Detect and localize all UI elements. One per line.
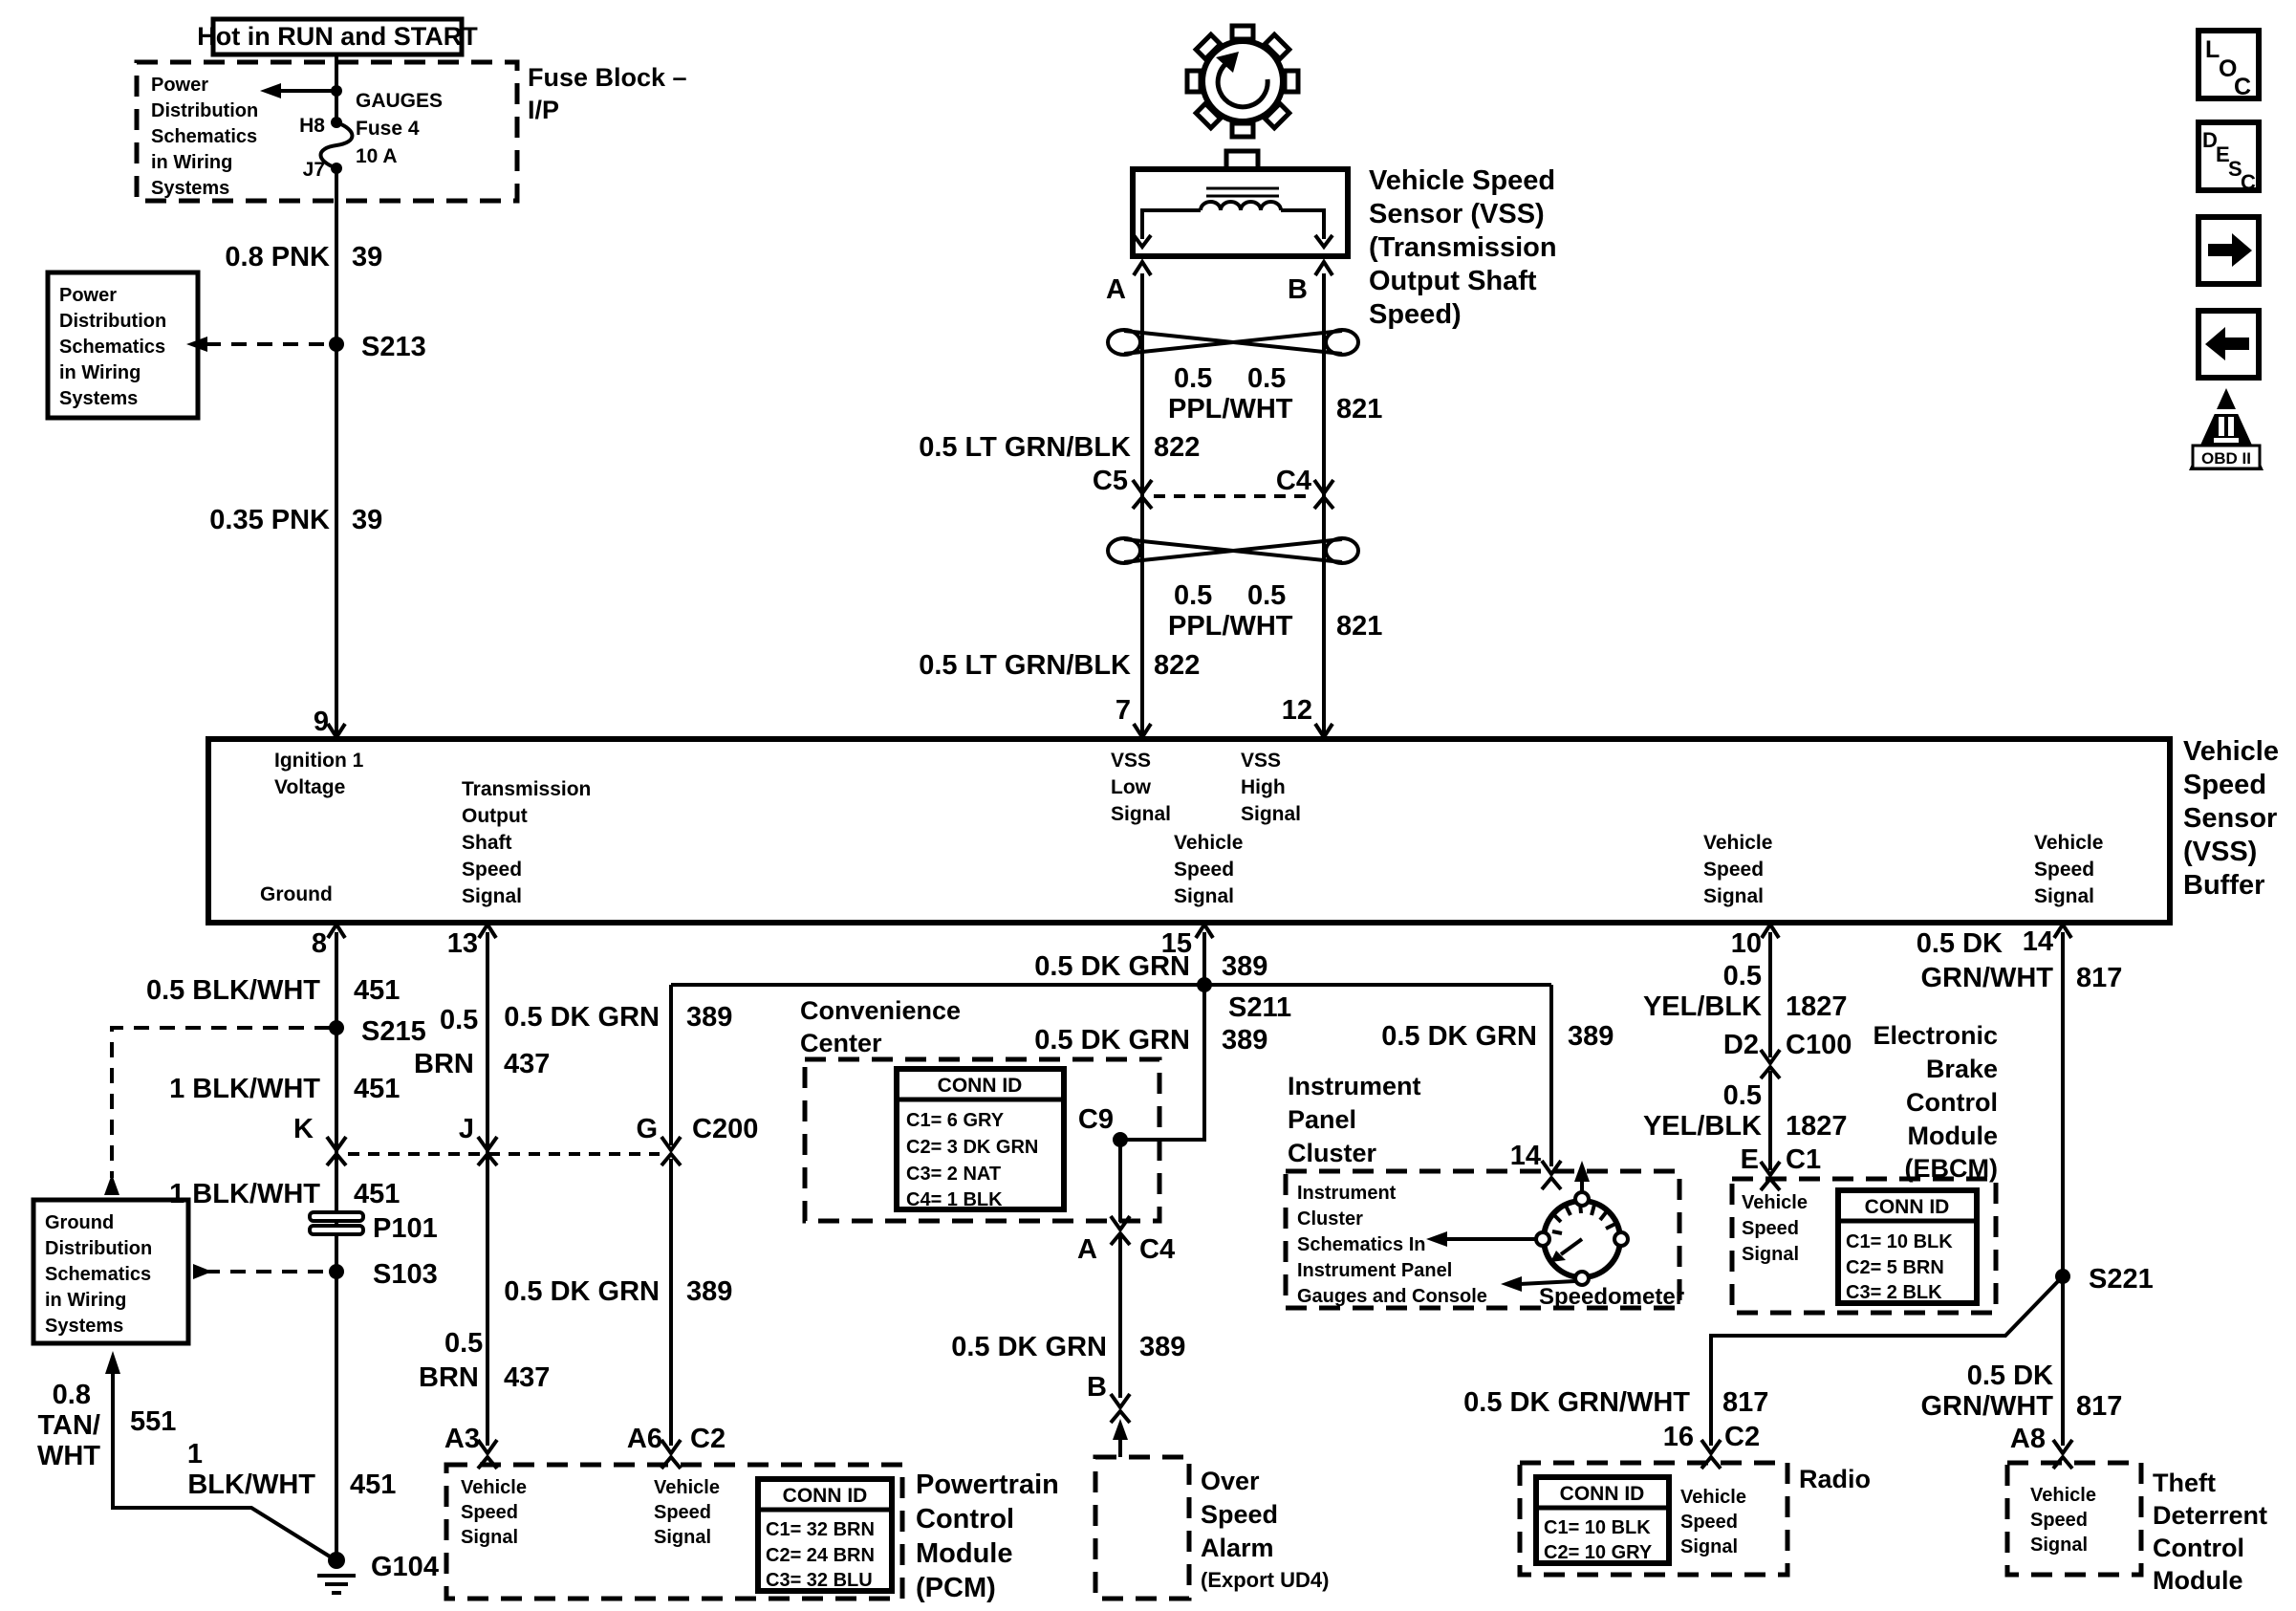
connector-c4: C4	[1139, 1234, 1176, 1265]
splice-s103-dot	[329, 1264, 344, 1279]
svg-text:Distribution: Distribution	[59, 311, 167, 332]
svg-text:VSS: VSS	[1241, 750, 1282, 772]
circuit-number: 822	[1154, 432, 1201, 463]
reluctor-gear-icon	[1187, 26, 1298, 137]
circuit-number: 817	[2076, 1391, 2123, 1422]
svg-text:Theft: Theft	[2153, 1469, 2216, 1497]
svg-text:in Wiring: in Wiring	[59, 362, 141, 383]
circuit-number: 822	[1154, 650, 1201, 681]
svg-text:C2= 24 BRN: C2= 24 BRN	[766, 1545, 875, 1566]
svg-text:Low: Low	[1111, 776, 1151, 798]
conn-id-header: CONN ID	[782, 1485, 868, 1507]
left-arrow-icon	[2205, 327, 2249, 360]
left-arrow-icon	[260, 83, 281, 98]
ipc-note	[1297, 1183, 1487, 1307]
conv-title-2: Center	[800, 1029, 882, 1057]
desc-letter-e: E	[2216, 142, 2230, 166]
connector-d2: D2	[1722, 1030, 1759, 1060]
svg-text:Vehicle: Vehicle	[1703, 832, 1773, 854]
pcm-conn-id-table	[758, 1479, 892, 1591]
obd2-badge	[2189, 388, 2264, 470]
svg-text:Schematics: Schematics	[45, 1264, 152, 1285]
splice-s213: S213	[361, 332, 426, 362]
splice-s221: S221	[2089, 1264, 2154, 1295]
svg-text:Speed): Speed)	[1369, 299, 1462, 330]
splice-s211: S211	[1228, 992, 1292, 1023]
right-arrow-icon	[193, 1264, 212, 1279]
circuit-number: 39	[352, 242, 383, 272]
svg-text:Signal: Signal	[2034, 885, 2095, 907]
conn-id-header: CONN ID	[937, 1075, 1023, 1097]
svg-text:in Wiring: in Wiring	[45, 1290, 127, 1311]
circuit-number: 817	[2076, 963, 2123, 993]
circuit-number: 451	[354, 1179, 401, 1209]
fuse-block-ref-text	[151, 75, 258, 199]
svg-text:Speed: Speed	[461, 1502, 519, 1523]
svg-text:C2= 5 BRN: C2= 5 BRN	[1846, 1257, 1944, 1278]
svg-text:Signal: Signal	[654, 1527, 712, 1548]
svg-text:Control: Control	[1906, 1088, 1998, 1117]
svg-text:Alarm: Alarm	[1201, 1534, 1274, 1562]
svg-text:Cluster: Cluster	[1288, 1139, 1377, 1167]
svg-text:Module: Module	[2153, 1566, 2243, 1595]
wire-size: 0.5	[1722, 1080, 1762, 1111]
radio-conn-id-table	[1536, 1477, 1669, 1563]
conv-title-1: Convenience	[800, 996, 962, 1025]
up-arrow-icon	[104, 1174, 119, 1195]
svg-text:(Transmission: (Transmission	[1369, 232, 1557, 263]
svg-text:Schematics In: Schematics In	[1297, 1234, 1426, 1255]
circuit-number: 551	[130, 1406, 177, 1437]
desc-letter-c: C	[2241, 170, 2256, 194]
svg-text:Shaft: Shaft	[462, 832, 512, 854]
svg-text:(PCM): (PCM)	[916, 1573, 996, 1603]
buffer-ign-label-1: Ignition 1	[274, 750, 364, 772]
circuit-number: 821	[1336, 394, 1383, 425]
ebcm-conn-id-table	[1838, 1190, 1977, 1303]
wire-label: 0.5 DK GRN	[1034, 1025, 1190, 1056]
circuit-number: 451	[354, 975, 401, 1006]
svg-text:Signal: Signal	[1680, 1536, 1739, 1557]
svg-text:Gauges and Console: Gauges and Console	[1297, 1286, 1487, 1307]
prev-page-button[interactable]	[2199, 311, 2259, 378]
svg-text:Speed: Speed	[1201, 1500, 1279, 1529]
grommet-p101: P101	[373, 1213, 438, 1244]
svg-text:Control: Control	[916, 1504, 1015, 1535]
fuse-name: GAUGES	[356, 90, 444, 112]
pcm-signal-label-a6	[654, 1477, 720, 1548]
svg-text:in Wiring: in Wiring	[151, 152, 233, 173]
theft-title	[2153, 1469, 2267, 1595]
svg-text:Brake: Brake	[1925, 1055, 1998, 1083]
svg-text:Distribution: Distribution	[151, 100, 259, 121]
buffer-veh-sig-10-label	[1703, 832, 1772, 907]
svg-text:C3= 32 BLU: C3= 32 BLU	[766, 1570, 873, 1591]
wire-color: PPL/WHT	[1168, 394, 1293, 425]
svg-text:Instrument: Instrument	[1297, 1183, 1397, 1204]
buffer-veh-sig-14-label	[2034, 832, 2103, 907]
buffer-pin-7: 7	[1115, 695, 1131, 726]
conv-branch-wire	[1120, 985, 1204, 1140]
connector-a6: A6	[626, 1424, 662, 1454]
circuit-number: 451	[354, 1074, 401, 1104]
connector-k: K	[293, 1114, 314, 1144]
svg-text:Signal: Signal	[2030, 1535, 2089, 1556]
twisted-pair-icon	[1108, 330, 1358, 355]
wire-size: 0.5	[1174, 363, 1213, 394]
svg-text:High: High	[1241, 776, 1286, 798]
vss-sensor-title	[1369, 165, 1557, 330]
connector-c200: C200	[692, 1114, 759, 1144]
wire-label: 0.5 DK GRN	[504, 1276, 660, 1307]
wire-label: 0.5 DK GRN	[1034, 951, 1190, 982]
svg-text:C4= 1 BLK: C4= 1 BLK	[906, 1189, 1003, 1210]
svg-text:(EBCM): (EBCM)	[1904, 1154, 1998, 1183]
hot-banner-label: Hot in RUN and START	[197, 22, 478, 51]
buffer-vss-high-label	[1241, 750, 1301, 825]
speedometer-label: Speedometer	[1539, 1284, 1685, 1310]
svg-text:Cluster: Cluster	[1297, 1208, 1363, 1230]
fuse-element-icon	[321, 122, 353, 168]
svg-text:Systems: Systems	[151, 178, 230, 199]
ground-symbol-icon	[317, 1576, 356, 1593]
fuse-number: Fuse 4	[356, 118, 420, 140]
wire-label: 1 BLK/WHT	[169, 1074, 320, 1104]
wire-label: 0.8 PNK	[225, 242, 330, 272]
splice-s213-dot	[329, 337, 344, 352]
svg-text:(Export UD4): (Export UD4)	[1201, 1568, 1330, 1592]
ipc-title	[1288, 1072, 1421, 1167]
buffer-pin-10: 10	[1730, 928, 1762, 959]
svg-text:Vehicle: Vehicle	[1742, 1192, 1808, 1213]
connector-b: B	[1087, 1372, 1107, 1403]
wire-size-1: 0.5 DK	[1916, 928, 2003, 959]
svg-text:Signal: Signal	[1703, 885, 1765, 907]
svg-text:Over: Over	[1201, 1467, 1260, 1495]
buffer-pin-15: 15	[1160, 928, 1192, 959]
vss-sensor-box	[1133, 169, 1348, 256]
svg-text:Speed: Speed	[1680, 1512, 1739, 1533]
circuit-number: 39	[352, 505, 383, 535]
twisted-pair-icon	[1108, 538, 1358, 563]
circuit-number: 389	[686, 1002, 733, 1033]
svg-text:Vehicle: Vehicle	[2030, 1485, 2096, 1506]
svg-text:C3= 2 BLK: C3= 2 BLK	[1846, 1282, 1942, 1303]
ground-dist-ref-text	[45, 1212, 152, 1337]
svg-text:Systems: Systems	[59, 388, 139, 409]
radio-pin-16: 16	[1662, 1422, 1694, 1452]
radio-title: Radio	[1799, 1465, 1872, 1493]
svg-text:Electronic: Electronic	[1873, 1021, 1998, 1050]
wire-size: 0.5	[1247, 580, 1287, 611]
wire-color: YEL/BLK	[1642, 991, 1762, 1022]
wire-color-1: TAN/	[37, 1410, 100, 1441]
loc-letter-c: C	[2234, 74, 2252, 100]
svg-text:Panel: Panel	[1288, 1105, 1357, 1134]
svg-text:Sensor (VSS): Sensor (VSS)	[1369, 199, 1545, 229]
wire-color: BRN	[419, 1362, 479, 1393]
svg-text:Speed: Speed	[2183, 770, 2267, 800]
fuse-terminal-j7: J7	[302, 159, 325, 181]
pcm-title	[916, 1469, 1059, 1603]
svg-text:C1= 10 BLK: C1= 10 BLK	[1846, 1231, 1953, 1252]
conn-id-header: CONN ID	[1559, 1483, 1645, 1505]
svg-text:Vehicle: Vehicle	[461, 1477, 527, 1498]
svg-text:Ground: Ground	[45, 1212, 115, 1233]
connector-c2: C2	[690, 1424, 726, 1454]
svg-text:C1= 32 BRN: C1= 32 BRN	[766, 1519, 875, 1540]
connector-a: A	[1077, 1234, 1097, 1265]
coil-icon	[1134, 188, 1332, 247]
svg-text:Signal: Signal	[1742, 1244, 1800, 1265]
svg-text:Distribution: Distribution	[45, 1238, 153, 1259]
terminal-b: B	[1288, 274, 1308, 305]
svg-text:Speed: Speed	[1742, 1218, 1800, 1239]
wire-color: BLK/WHT	[187, 1469, 315, 1500]
svg-text:Module: Module	[1907, 1121, 1998, 1150]
wire-color-2: WHT	[36, 1441, 100, 1471]
speedometer-icon	[1536, 1192, 1628, 1285]
circuit-number: 1827	[1786, 1111, 1848, 1142]
svg-text:Speed: Speed	[1174, 859, 1235, 881]
buffer-pin-12: 12	[1281, 695, 1312, 726]
svg-text:Systems: Systems	[45, 1316, 124, 1337]
desc-letter-d: D	[2202, 128, 2218, 152]
wire-label: 0.5 BLK/WHT	[145, 975, 320, 1006]
left-arrow-icon	[1501, 1276, 1522, 1292]
svg-text:Deterrent: Deterrent	[2153, 1501, 2268, 1530]
circuit-number: 389	[686, 1276, 733, 1307]
svg-text:Instrument Panel: Instrument Panel	[1297, 1260, 1453, 1281]
right-arrow-icon	[2208, 233, 2252, 267]
svg-text:Vehicle Speed: Vehicle Speed	[1369, 165, 1556, 196]
pin-connector-icon	[1315, 262, 1332, 275]
buffer-ign-label-2: Voltage	[274, 776, 346, 798]
svg-text:Vehicle: Vehicle	[1174, 832, 1244, 854]
svg-text:C2= 10 GRY: C2= 10 GRY	[1544, 1542, 1653, 1563]
svg-text:Power: Power	[151, 75, 209, 96]
inline-connector-icon	[1111, 1394, 1130, 1423]
circuit-number: 389	[1222, 951, 1268, 982]
circuit-number: 389	[1222, 1025, 1268, 1056]
svg-text:Vehicle: Vehicle	[2034, 832, 2104, 854]
wire-size-2: GRN/WHT	[1920, 963, 2053, 993]
svg-text:Signal: Signal	[461, 1527, 519, 1548]
wire-label: 0.5 DK GRN	[1381, 1021, 1537, 1052]
desc-letter-s: S	[2228, 157, 2242, 181]
svg-text:Vehicle: Vehicle	[1680, 1487, 1746, 1508]
svg-text:Schematics: Schematics	[151, 126, 258, 147]
wire-size: 0.5	[444, 1328, 484, 1359]
next-page-button[interactable]	[2199, 217, 2259, 284]
buffer-pin-14: 14	[2022, 926, 2053, 957]
junction-dot	[331, 85, 342, 97]
up-arrow-icon	[105, 1351, 120, 1374]
circuit-number: 389	[1568, 1021, 1614, 1052]
svg-text:Speed: Speed	[654, 1502, 712, 1523]
over-speed-title	[1201, 1467, 1329, 1592]
wire-label: 0.5 DK GRN/WHT	[1463, 1387, 1690, 1418]
wire-size-1: 0.5 DK	[1966, 1361, 2053, 1391]
wire-color: BRN	[414, 1049, 474, 1079]
circuit-number: 437	[504, 1362, 551, 1393]
ground-g104-dot	[328, 1552, 345, 1569]
wire-label: 0.35 PNK	[209, 505, 330, 535]
obd2-label: OBD II	[2201, 449, 2251, 468]
fuse-block-title-2: I/P	[528, 96, 560, 124]
connector-a8: A8	[2009, 1424, 2046, 1454]
wire-size: 0.8	[52, 1380, 91, 1410]
svg-text:Output Shaft: Output Shaft	[1369, 266, 1537, 296]
svg-text:C3= 2 NAT: C3= 2 NAT	[906, 1164, 1002, 1185]
ground-g104: G104	[371, 1552, 439, 1582]
svg-text:Instrument: Instrument	[1288, 1072, 1421, 1100]
svg-text:Module: Module	[916, 1538, 1013, 1569]
wire-label: 0.5 DK GRN	[951, 1332, 1107, 1362]
svg-text:Control: Control	[2153, 1534, 2244, 1562]
loc-letter-l: L	[2205, 36, 2220, 63]
desc-button[interactable]	[2199, 122, 2259, 194]
connector-a3: A3	[444, 1424, 480, 1454]
wire-size: 0.5	[1247, 363, 1287, 394]
wire-label: 1 BLK/WHT	[169, 1179, 320, 1209]
connector-c100: C100	[1786, 1030, 1852, 1060]
connector-c2: C2	[1724, 1422, 1761, 1452]
loc-letter-o: O	[2219, 55, 2238, 82]
wire-size: 0.5	[440, 1005, 479, 1035]
svg-text:Signal: Signal	[1241, 803, 1302, 825]
svg-text:Vehicle: Vehicle	[2183, 736, 2279, 767]
buffer-pin-9: 9	[313, 707, 329, 737]
svg-text:Transmission: Transmission	[462, 778, 592, 800]
svg-text:Signal: Signal	[1174, 885, 1235, 907]
connector-c4: C4	[1275, 466, 1311, 496]
buffer-pin-13: 13	[446, 928, 478, 959]
svg-text:Speed: Speed	[1703, 859, 1765, 881]
wire-size: 0.5	[1722, 961, 1762, 991]
connector-c9: C9	[1077, 1104, 1114, 1135]
over-speed-alarm-box	[1095, 1457, 1189, 1599]
svg-text:Buffer: Buffer	[2183, 870, 2265, 901]
circuit-number: 389	[1139, 1332, 1186, 1362]
loc-button[interactable]	[2199, 31, 2259, 100]
connector-c1: C1	[1786, 1144, 1822, 1175]
conv-conn-id-table	[897, 1069, 1064, 1210]
buffer-veh-sig-15-label	[1174, 832, 1243, 907]
svg-text:Output: Output	[462, 805, 528, 827]
svg-text:Speed: Speed	[2034, 859, 2095, 881]
buffer-ground-label: Ground	[260, 883, 333, 905]
splice-s103: S103	[373, 1259, 438, 1290]
connector-j: J	[458, 1114, 474, 1144]
wire-label: 0.5 DK GRN	[504, 1002, 660, 1033]
svg-text:C1= 10 BLK: C1= 10 BLK	[1544, 1517, 1651, 1538]
svg-text:Power: Power	[59, 285, 118, 306]
svg-text:Signal: Signal	[1111, 803, 1172, 825]
buffer-pin-8: 8	[311, 928, 327, 959]
circuit-number: 451	[350, 1469, 397, 1500]
connector-e: E	[1740, 1144, 1759, 1175]
pin-connector-icon	[1134, 262, 1151, 275]
splice-s215: S215	[361, 1016, 426, 1047]
connector-g: G	[636, 1114, 658, 1144]
buffer-toss-label	[462, 778, 591, 907]
pcm-signal-label-a3	[461, 1477, 527, 1548]
fuse-block-title-1: Fuse Block –	[528, 63, 687, 92]
svg-text:Vehicle: Vehicle	[654, 1477, 720, 1498]
circuit-number: 821	[1336, 611, 1383, 642]
wire-size: 0.5	[1174, 580, 1213, 611]
ipc-pin-14: 14	[1509, 1141, 1541, 1171]
svg-text:Speed: Speed	[462, 859, 523, 881]
conn-id-header: CONN ID	[1864, 1196, 1950, 1218]
left-arrow-icon	[1426, 1231, 1447, 1247]
wire-size-2: GRN/WHT	[1920, 1391, 2053, 1422]
svg-text:C1= 6 GRY: C1= 6 GRY	[906, 1110, 1005, 1131]
buffer-title	[2183, 736, 2279, 901]
svg-text:VSS: VSS	[1111, 750, 1152, 772]
wire-label: 0.5 LT GRN/BLK	[919, 432, 1131, 463]
svg-text:Speed: Speed	[2030, 1510, 2089, 1531]
svg-text:Signal: Signal	[462, 885, 523, 907]
terminal-a: A	[1106, 274, 1126, 305]
splice-s215-dot	[329, 1020, 344, 1035]
svg-text:(VSS): (VSS)	[2183, 837, 2258, 867]
buffer-vss-low-label	[1111, 750, 1171, 825]
circuit-number: 1827	[1786, 991, 1848, 1022]
radio-signal-label	[1680, 1487, 1746, 1557]
svg-text:Sensor: Sensor	[2183, 803, 2278, 834]
svg-text:C2= 3 DK GRN: C2= 3 DK GRN	[906, 1137, 1039, 1158]
wire-size: 1	[186, 1439, 203, 1469]
tan-ground-wire	[113, 1372, 330, 1557]
power-dist-ref-text	[59, 285, 166, 409]
svg-text:Schematics: Schematics	[59, 337, 166, 358]
circuit-number: 817	[1722, 1387, 1769, 1418]
ebcm-signal-label	[1742, 1192, 1808, 1265]
wire-label: 0.5 LT GRN/BLK	[919, 650, 1131, 681]
svg-text:Powertrain: Powertrain	[916, 1469, 1059, 1500]
fuse-rating: 10 A	[356, 145, 398, 167]
connector-c5: C5	[1092, 466, 1128, 496]
wire-color: PPL/WHT	[1168, 611, 1293, 642]
theft-signal-label	[2030, 1485, 2096, 1556]
fuse-terminal-h8: H8	[299, 115, 325, 137]
ebcm-title	[1873, 1021, 1998, 1183]
circuit-number: 437	[504, 1049, 551, 1079]
wire-color: YEL/BLK	[1642, 1111, 1762, 1142]
